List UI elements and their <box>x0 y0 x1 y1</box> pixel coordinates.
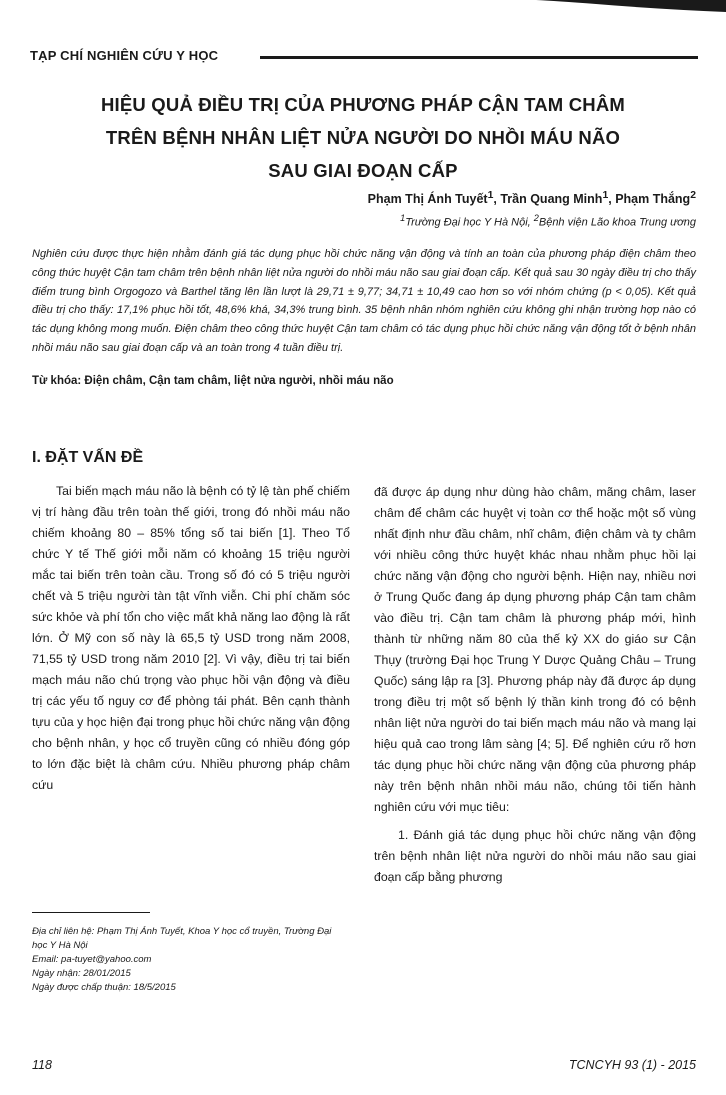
body-paragraph: đã được áp dụng như dùng hào châm, mãng châm, laser châm để châm các huyệt vị toàn cơ thể hoặc một số vùng nhất định như đầu châm, nhĩ châm, điện châm và ty châm với nhiều công thức huyệt khác nhau nhằm phục hồi lại chức năng vận động cho người bệnh. Hiện nay, nhiều nơi ở Trung Quốc đang áp dụng phương pháp Cận tam châm vào điều trị. Cận tam châm là phương pháp mới, hình thành từ những năm 80 của thế kỷ XX do giáo sư Cận Thụy (trường Đại học Trung Y Dược Quảng Châu – Trung Quốc) sáng lập ra [3]. Phương pháp này đã được áp dụng trong điều trị một số bệnh lý thần kinh trong đó có bệnh nhân liệt nửa người do tai biến mạch máu não và mang lại hiệu quả cao trong lâm sàng [4; 5]. Để nghiên cứu rõ hơn tác dụng phục hồi chức năng vận động của phương pháp này trên bệnh nhân nhồi máu não, chúng tôi tiến hành nghiên cứu với mục tiêu: <box>374 485 696 814</box>
affiliations <box>400 213 696 229</box>
footnote-contact: Địa chỉ liên hệ: Phạm Thị Ánh Tuyết, Khoa Y học cổ truyền, Trường Đại học Y Hà Nội <box>32 926 332 951</box>
affiliation-superscript: 2 <box>533 213 539 223</box>
article-title <box>40 88 686 187</box>
author-superscript: 1 <box>487 190 494 201</box>
journal-name: TẠP CHÍ NGHIÊN CỨU Y HỌC <box>30 48 228 63</box>
affiliation-superscript: 1 <box>400 213 406 223</box>
abstract: Nghiên cứu được thực hiện nhằm đánh giá tác dụng phục hồi chức năng vận động và tính an toàn của phương pháp điện châm theo công thức huyệt Cận tam châm trên bệnh nhân liệt nửa người do nhồi máu não sau giai đoạn cấp. Kết quả sau 30 ngày điều trị cho thấy điểm trung bình Orgogozo và Barthel tăng lên lần lượt là 29,71 ± 9,77; 34,71 ± 10,49 cao hơn so với nhóm chứng (p < 0,05). Kết quả điều trị cho thấy: 17,1% phục hồi tốt, 48,6% khá, 34,3% trung bình. 35 bệnh nhân nhóm nghiên cứu không ghi nhận trường hợp nào có tác dụng không mong muốn. Điện châm theo công thức huyệt Cận tam châm có tác dụng phục hồi chức năng vận động tốt ở bệnh nhân nhồi máu não sau giai đoạn cấp và an toàn trong 4 tuần điều trị. <box>32 248 696 354</box>
footnote-accepted: Ngày được chấp thuận: 18/5/2015 <box>32 982 176 993</box>
objective-item: 1. Đánh giá tác dụng phục hồi chức năng vận động trên bệnh nhân liệt nửa người do nhồi máu não sau giai đoạn cấp bằng phương <box>374 828 696 884</box>
section-heading: I. ĐẶT VẤN ĐỀ <box>32 449 144 466</box>
affiliation: Bệnh viện Lão khoa Trung ương <box>538 216 696 229</box>
footnote-rule <box>32 912 150 913</box>
body-paragraph: Tai biến mạch máu não là bệnh có tỷ lệ tàn phế chiếm vị trí hàng đầu trên toàn thế giới, trong đó nhồi máu não chiếm khoảng 80 – 85% tổng số tai biến [1]. Theo Tổ chức Y tế Thế giới mỗi năm có khoảng 15 triệu người mắc tai biến trên toàn cầu. Trong số đó có 5 triệu người chết và 5 triệu người tàn tật vĩnh viễn. Chi phí chăm sóc sức khỏe và phí tổn cho việc mất khả năng lao động là rất lớn. Ở Mỹ con số này là 65,5 tỷ USD trong năm 2008, 71,55 tỷ USD trong năm 2010 [2]. Vì vậy, điều trị tai biến mạch máu não chú trọng vào phục hồi vận động và điều trị các yếu tố nguy cơ để phòng tái phát. Bên cạnh thành tựu của y học hiện đại trong phục hồi chức năng vận động cho bệnh nhân, y học cổ truyền cũng có nhiều đóng góp to lớn đặc biệt là châm cứu. Nhiều phương pháp châm cứu <box>32 484 350 792</box>
right-column <box>374 482 696 888</box>
journal-reference: TCNCYH 93 (1) - 2015 <box>568 1058 696 1072</box>
left-column <box>32 481 350 796</box>
corner-scan-mark <box>536 0 726 14</box>
title-line: TRÊN BỆNH NHÂN LIỆT NỬA NGƯỜI DO NHỒI MÁU NÃO <box>105 127 621 148</box>
author-name: Phạm Thị Ánh Tuyết <box>367 192 488 207</box>
header-rule <box>260 56 698 59</box>
footnote-received: Ngày nhận: 28/01/2015 <box>32 968 131 979</box>
page-number: 118 <box>32 1058 52 1072</box>
title-line: SAU GIAI ĐOẠN CẤP <box>268 160 458 181</box>
footnote-email: Email: pa-tuyet@yahoo.com <box>32 954 152 965</box>
author-superscript: 2 <box>690 190 696 201</box>
affiliation: Trường Đại học Y Hà Nội, <box>405 216 534 229</box>
author-list: Phạm Thị Ánh Tuyết$^1$, Trần Quang Minh$^1$, Phạm Thắng$^2$ <box>367 190 696 207</box>
author-superscript: 1 <box>602 190 609 201</box>
journal-header <box>30 48 698 68</box>
title-line: HIỆU QUẢ ĐIỀU TRỊ CỦA PHƯƠNG PHÁP CẬN TAM CHÂM <box>100 94 626 115</box>
author-name: Trần Quang Minh <box>500 192 603 207</box>
author-name: Phạm Thắng <box>615 192 691 207</box>
keywords: Từ khóa: Điện châm, Cận tam châm, liệt nửa người, nhồi máu não <box>32 375 394 387</box>
correspondence-footnote <box>32 925 332 995</box>
